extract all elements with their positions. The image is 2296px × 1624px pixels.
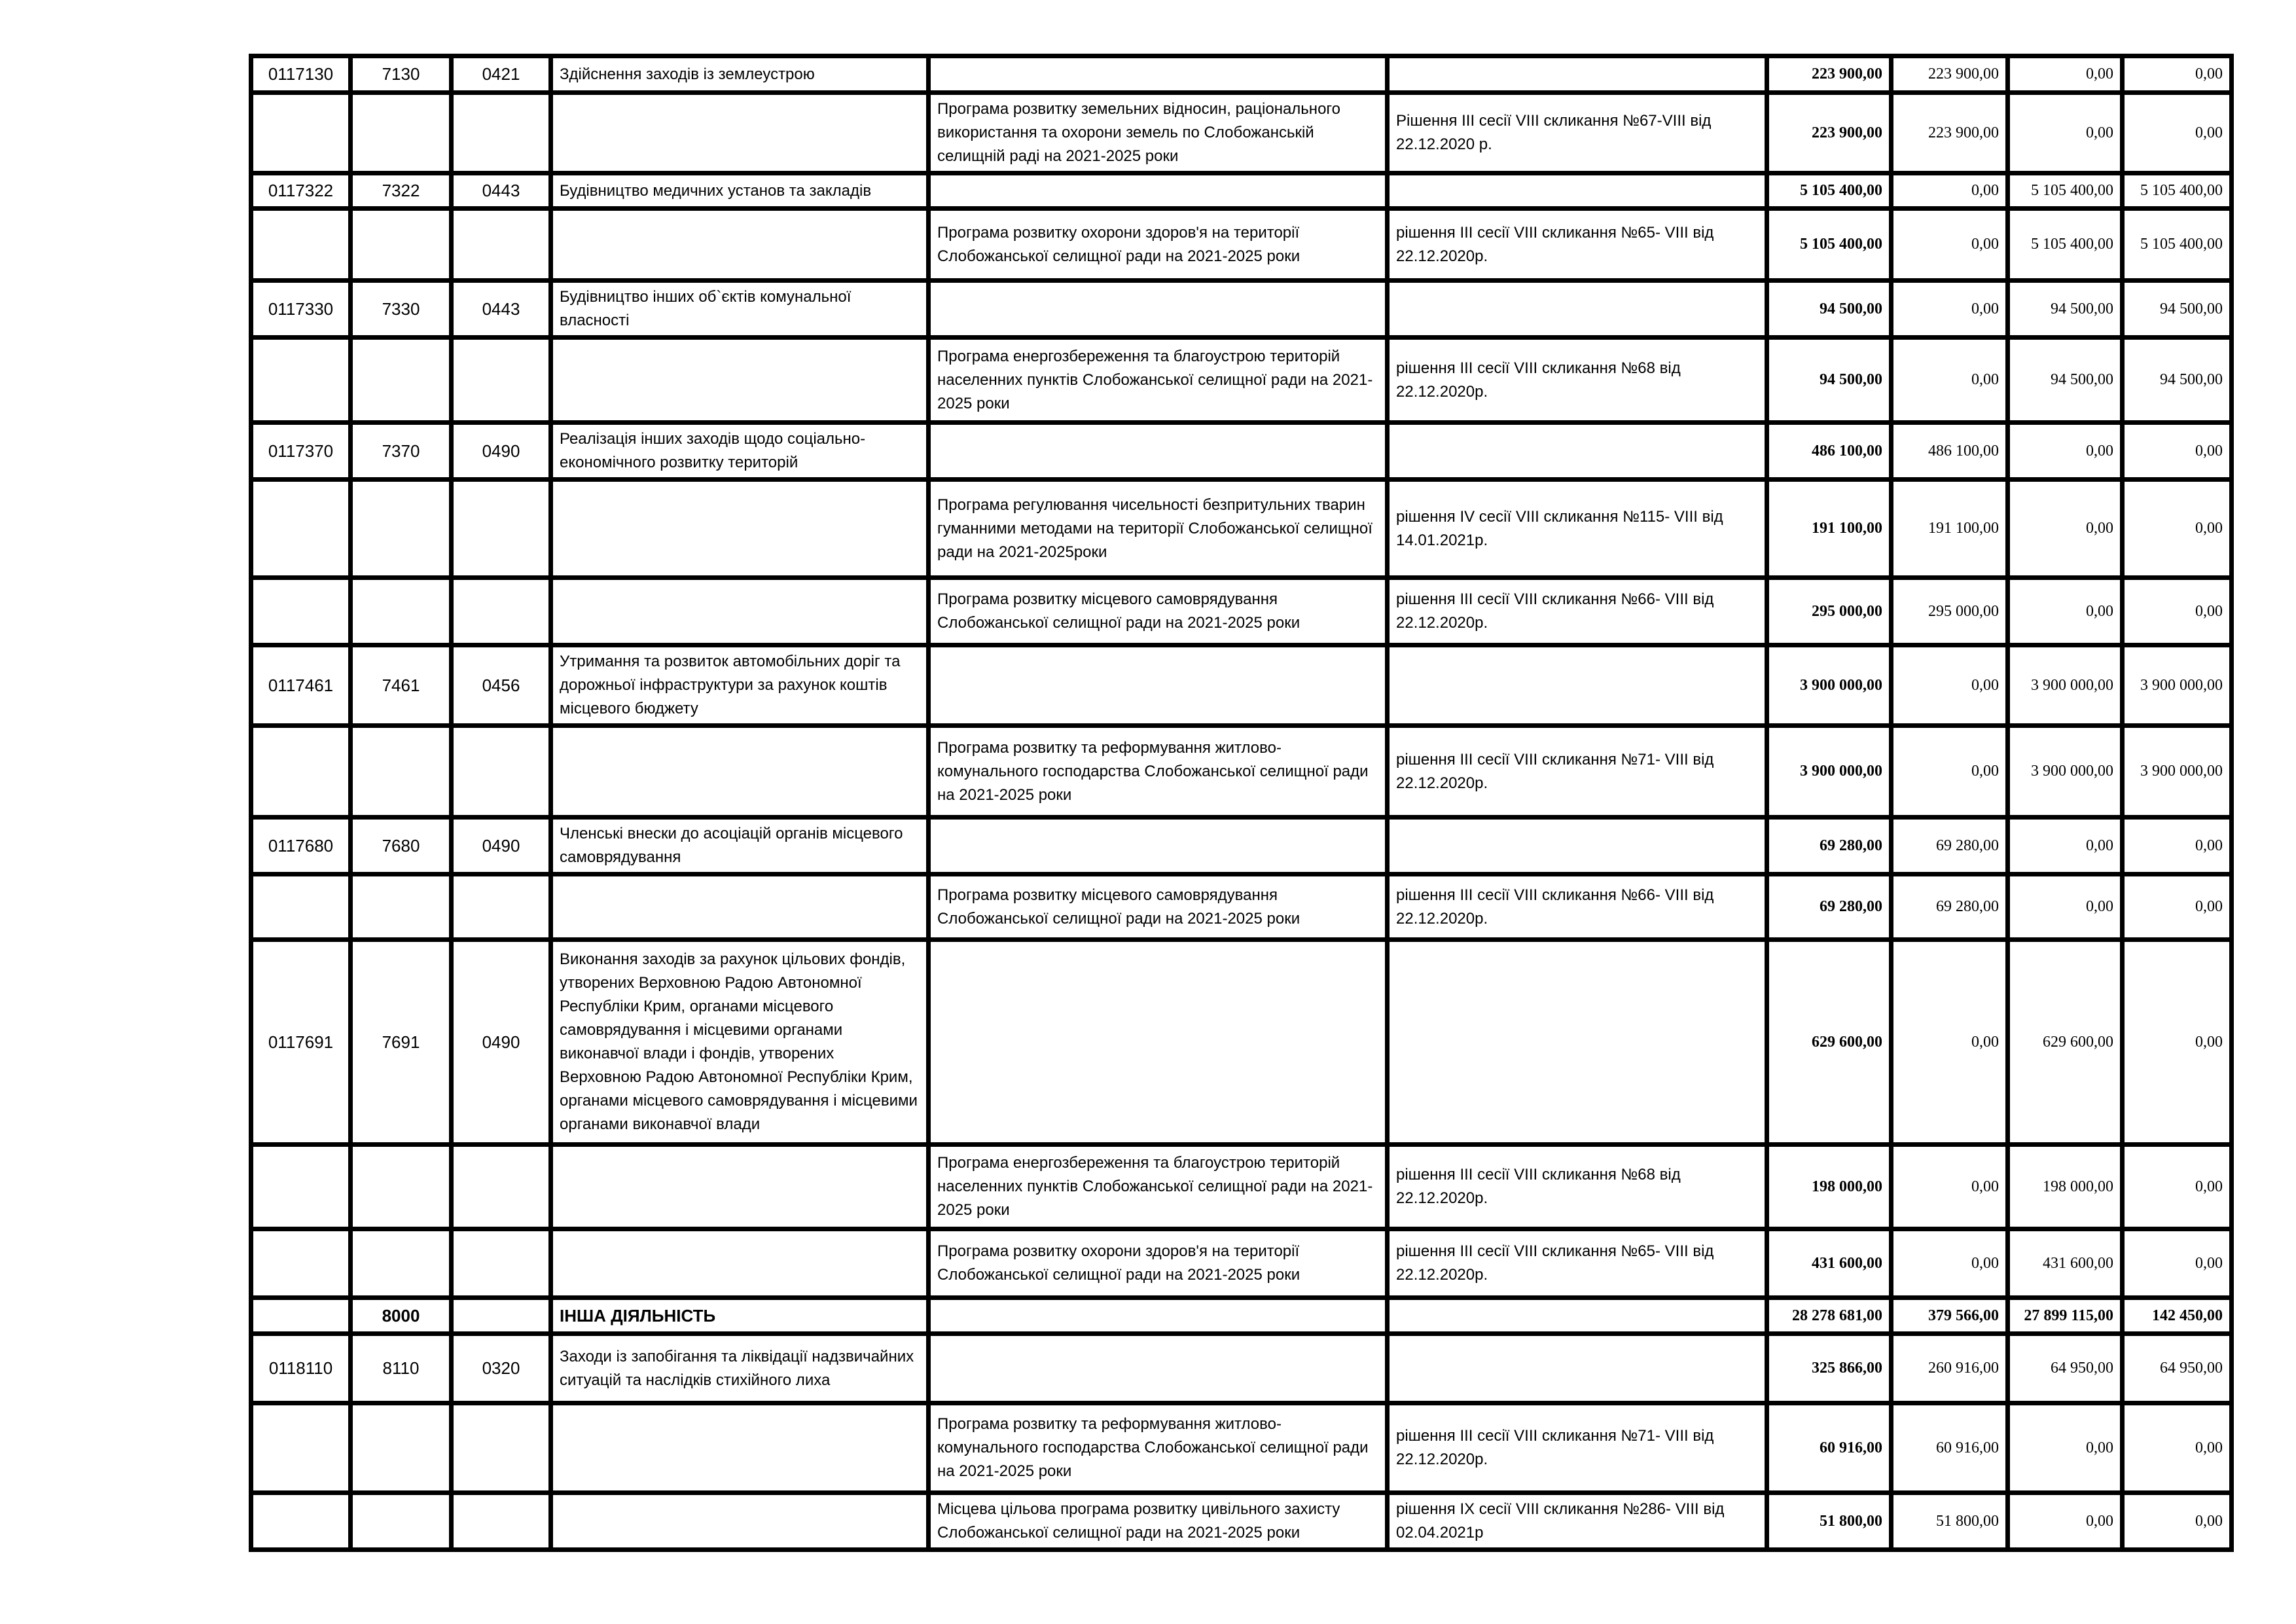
- amount-general-fund: 0,00: [1892, 1145, 2008, 1229]
- amount-special-fund: 0,00: [2008, 56, 2123, 93]
- expenditure-name: Заходи із запобігання та ліквідації надзвичайних ситуацій та наслідків стихійного лиха: [551, 1334, 929, 1403]
- tpkvkmb-code: [251, 338, 351, 423]
- decision-reference: рішення IX сесії VIII скликання №286- VIII від 02.04.2021р: [1388, 1493, 1767, 1550]
- program-name: Програма енергозбереження та благоустрою територій населенних пунктів Слобожанської селищної ради на 2021-2025 роки: [929, 1145, 1388, 1229]
- amount-development-budget: 0,00: [2123, 480, 2232, 578]
- amount-total: 3 900 000,00: [1767, 645, 1892, 726]
- program-name: Програма розвитку місцевого самоврядування Слобожанської селищної ради на 2021-2025 роки: [929, 875, 1388, 940]
- expenditure-name: [551, 338, 929, 423]
- program-name: Програма енергозбереження та благоустрою територій населенних пунктів Слобожанської селищної ради на 2021-2025 роки: [929, 338, 1388, 423]
- amount-general-fund: 0,00: [1892, 940, 2008, 1145]
- amount-total: 5 105 400,00: [1767, 209, 1892, 281]
- amount-special-fund: 0,00: [2008, 818, 2123, 875]
- amount-special-fund: 0,00: [2008, 1493, 2123, 1550]
- program-name: Програма розвитку земельних відносин, раціонального використання та охорони земель по Слобожанській селищній раді на 2021-2025 роки: [929, 93, 1388, 173]
- tpkvkmb-code: [251, 1493, 351, 1550]
- decision-reference: рішення IV сесії VIII скликання №115- VIII від 14.01.2021р.: [1388, 480, 1767, 578]
- amount-total: 94 500,00: [1767, 281, 1892, 338]
- tpkvkmb-code: [251, 875, 351, 940]
- tkvkbms-code: [351, 726, 452, 818]
- tkvkbms-code: 7322: [351, 173, 452, 209]
- amount-development-budget: 5 105 400,00: [2123, 173, 2232, 209]
- decision-reference: [1388, 940, 1767, 1145]
- decision-reference: рішення III сесії VIII скликання №66- VIII від 22.12.2020р.: [1388, 875, 1767, 940]
- tkvkbms-code: [351, 93, 452, 173]
- tpkvkmb-code: [251, 1145, 351, 1229]
- expenditure-name: Членські внески до асоціацій органів місцевого самоврядування: [551, 818, 929, 875]
- program-name: [929, 940, 1388, 1145]
- amount-general-fund: 379 566,00: [1892, 1298, 2008, 1334]
- amount-development-budget: 0,00: [2123, 875, 2232, 940]
- fkvkb-code: 0443: [452, 281, 551, 338]
- amount-special-fund: 431 600,00: [2008, 1229, 2123, 1298]
- decision-reference: [1388, 1298, 1767, 1334]
- amount-development-budget: 0,00: [2123, 578, 2232, 645]
- fkvkb-code: 0421: [452, 56, 551, 93]
- tkvkbms-code: [351, 1229, 452, 1298]
- amount-development-budget: 142 450,00: [2123, 1298, 2232, 1334]
- amount-general-fund: 223 900,00: [1892, 56, 2008, 93]
- amount-total: 295 000,00: [1767, 578, 1892, 645]
- tkvkbms-code: [351, 480, 452, 578]
- amount-special-fund: 0,00: [2008, 93, 2123, 173]
- expenditure-name: [551, 1493, 929, 1550]
- amount-special-fund: 5 105 400,00: [2008, 173, 2123, 209]
- amount-general-fund: 69 280,00: [1892, 875, 2008, 940]
- table-row: [251, 93, 2232, 173]
- program-name: Програма розвитку та реформування житлово-комунального господарства Слобожанської селищної ради на 2021-2025 роки: [929, 1403, 1388, 1493]
- amount-development-budget: 0,00: [2123, 1145, 2232, 1229]
- program-name: [929, 818, 1388, 875]
- table-row: [251, 1145, 2232, 1229]
- tpkvkmb-code: 0117461: [251, 645, 351, 726]
- program-name: Місцева цільова програма розвитку цивільного захисту Слобожанської селищної ради на 2021-2025 роки: [929, 1493, 1388, 1550]
- table-row: [251, 818, 2232, 875]
- amount-general-fund: 486 100,00: [1892, 423, 2008, 480]
- tpkvkmb-code: [251, 578, 351, 645]
- amount-special-fund: 198 000,00: [2008, 1145, 2123, 1229]
- table-row: [251, 173, 2232, 209]
- table-row: [251, 578, 2232, 645]
- amount-special-fund: 0,00: [2008, 480, 2123, 578]
- program-name: [929, 645, 1388, 726]
- amount-special-fund: 629 600,00: [2008, 940, 2123, 1145]
- amount-development-budget: 0,00: [2123, 1229, 2232, 1298]
- decision-reference: рішення III сесії VIII скликання №68 від 22.12.2020р.: [1388, 1145, 1767, 1229]
- expenditure-name: Будівництво інших об`єктів комунальної власності: [551, 281, 929, 338]
- expenditure-name: Будівництво медичних установ та закладів: [551, 173, 929, 209]
- amount-total: 486 100,00: [1767, 423, 1892, 480]
- amount-special-fund: 0,00: [2008, 423, 2123, 480]
- table-row: [251, 726, 2232, 818]
- table-row: [251, 56, 2232, 93]
- amount-development-budget: 94 500,00: [2123, 281, 2232, 338]
- expenditure-name: [551, 578, 929, 645]
- amount-total: 60 916,00: [1767, 1403, 1892, 1493]
- amount-total: 325 866,00: [1767, 1334, 1892, 1403]
- amount-development-budget: 0,00: [2123, 1403, 2232, 1493]
- tpkvkmb-code: [251, 726, 351, 818]
- tpkvkmb-code: [251, 93, 351, 173]
- expenditure-name: Здійснення заходів із землеустрою: [551, 56, 929, 93]
- tkvkbms-code: [351, 578, 452, 645]
- amount-special-fund: 5 105 400,00: [2008, 209, 2123, 281]
- decision-reference: рішення III сесії VIII скликання №65- VIII від 22.12.2020р.: [1388, 209, 1767, 281]
- tkvkbms-code: 7130: [351, 56, 452, 93]
- amount-general-fund: 0,00: [1892, 209, 2008, 281]
- amount-development-budget: 0,00: [2123, 93, 2232, 173]
- table-row: [251, 875, 2232, 940]
- tpkvkmb-code: 0117330: [251, 281, 351, 338]
- tpkvkmb-code: [251, 1403, 351, 1493]
- table-row: [251, 480, 2232, 578]
- amount-special-fund: 0,00: [2008, 1403, 2123, 1493]
- expenditure-name: [551, 726, 929, 818]
- amount-total: 3 900 000,00: [1767, 726, 1892, 818]
- decision-reference: [1388, 56, 1767, 93]
- amount-development-budget: 0,00: [2123, 56, 2232, 93]
- amount-general-fund: 0,00: [1892, 338, 2008, 423]
- fkvkb-code: 0443: [452, 173, 551, 209]
- tkvkbms-code: 7691: [351, 940, 452, 1145]
- amount-total: 431 600,00: [1767, 1229, 1892, 1298]
- tpkvkmb-code: [251, 1229, 351, 1298]
- tkvkbms-code: [351, 209, 452, 281]
- fkvkb-code: [452, 875, 551, 940]
- amount-development-budget: 3 900 000,00: [2123, 726, 2232, 818]
- amount-total: 28 278 681,00: [1767, 1298, 1892, 1334]
- decision-reference: [1388, 1334, 1767, 1403]
- program-name: Програма розвитку охорони здоров'я на території Слобожанської селищної ради на 2021-2025 роки: [929, 209, 1388, 281]
- amount-general-fund: 60 916,00: [1892, 1403, 2008, 1493]
- amount-total: 5 105 400,00: [1767, 173, 1892, 209]
- table-row: [251, 338, 2232, 423]
- tkvkbms-code: [351, 1403, 452, 1493]
- decision-reference: [1388, 423, 1767, 480]
- tkvkbms-code: [351, 1493, 452, 1550]
- fkvkb-code: 0320: [452, 1334, 551, 1403]
- amount-general-fund: 69 280,00: [1892, 818, 2008, 875]
- fkvkb-code: [452, 1493, 551, 1550]
- decision-reference: рішення III сесії VIII скликання №71- VIII від 22.12.2020р.: [1388, 1403, 1767, 1493]
- decision-reference: рішення III сесії VIII скликання №66- VIII від 22.12.2020р.: [1388, 578, 1767, 645]
- expenditure-name: ІНША ДІЯЛЬНІСТЬ: [551, 1298, 929, 1334]
- tpkvkmb-code: 0117680: [251, 818, 351, 875]
- tpkvkmb-code: 0117370: [251, 423, 351, 480]
- tkvkbms-code: [351, 1145, 452, 1229]
- tkvkbms-code: 8000: [351, 1298, 452, 1334]
- program-name: [929, 423, 1388, 480]
- tkvkbms-code: 7330: [351, 281, 452, 338]
- tpkvkmb-code: 0117322: [251, 173, 351, 209]
- fkvkb-code: [452, 480, 551, 578]
- program-name: [929, 173, 1388, 209]
- table-row: [251, 423, 2232, 480]
- table-row: [251, 1403, 2232, 1493]
- fkvkb-code: [452, 1403, 551, 1493]
- tpkvkmb-code: [251, 209, 351, 281]
- program-name: Програма розвитку та реформування житлово-комунального господарства Слобожанської селищної ради на 2021-2025 роки: [929, 726, 1388, 818]
- tpkvkmb-code: 0117691: [251, 940, 351, 1145]
- amount-general-fund: 223 900,00: [1892, 93, 2008, 173]
- fkvkb-code: [452, 1229, 551, 1298]
- fkvkb-code: 0490: [452, 940, 551, 1145]
- fkvkb-code: [452, 93, 551, 173]
- amount-total: 629 600,00: [1767, 940, 1892, 1145]
- expenditure-name: Утримання та розвиток автомобільних доріг та дорожньої інфраструктури за рахунок коштів місцевого бюджету: [551, 645, 929, 726]
- amount-general-fund: 0,00: [1892, 281, 2008, 338]
- amount-special-fund: 64 950,00: [2008, 1334, 2123, 1403]
- amount-general-fund: 260 916,00: [1892, 1334, 2008, 1403]
- table-row: [251, 281, 2232, 338]
- amount-special-fund: 3 900 000,00: [2008, 645, 2123, 726]
- expenditure-name: [551, 480, 929, 578]
- table-row: [251, 1229, 2232, 1298]
- amount-general-fund: 295 000,00: [1892, 578, 2008, 645]
- amount-development-budget: 64 950,00: [2123, 1334, 2232, 1403]
- tpkvkmb-code: 0117130: [251, 56, 351, 93]
- expenditure-name: [551, 1229, 929, 1298]
- amount-general-fund: 191 100,00: [1892, 480, 2008, 578]
- decision-reference: [1388, 281, 1767, 338]
- amount-special-fund: 94 500,00: [2008, 281, 2123, 338]
- amount-development-budget: 0,00: [2123, 1493, 2232, 1550]
- fkvkb-code: 0456: [452, 645, 551, 726]
- expenditure-name: [551, 93, 929, 173]
- amount-total: 69 280,00: [1767, 875, 1892, 940]
- amount-general-fund: 0,00: [1892, 173, 2008, 209]
- amount-total: 51 800,00: [1767, 1493, 1892, 1550]
- amount-special-fund: 27 899 115,00: [2008, 1298, 2123, 1334]
- tkvkbms-code: [351, 338, 452, 423]
- amount-special-fund: 0,00: [2008, 875, 2123, 940]
- tkvkbms-code: [351, 875, 452, 940]
- decision-reference: [1388, 173, 1767, 209]
- fkvkb-code: [452, 338, 551, 423]
- amount-development-budget: 0,00: [2123, 818, 2232, 875]
- table-row: [251, 209, 2232, 281]
- table-row-total: [251, 1298, 2232, 1334]
- tpkvkmb-code: [251, 1298, 351, 1334]
- expenditure-name: [551, 1145, 929, 1229]
- fkvkb-code: [452, 726, 551, 818]
- amount-development-budget: 3 900 000,00: [2123, 645, 2232, 726]
- budget-expenditure-table: [249, 54, 2234, 1552]
- expenditure-name: Виконання заходів за рахунок цільових фондів, утворених Верховною Радою Автономної Республіки Крим, органами місцевого самоврядування і місцевими органами виконавчої влади і фондів, утворених Верховною Радою Автономної Республіки Крим, органами місцевого самоврядування і місцевими органами виконавчої влади: [551, 940, 929, 1145]
- program-name: Програма розвитку місцевого самоврядування Слобожанської селищної ради на 2021-2025 роки: [929, 578, 1388, 645]
- amount-total: 191 100,00: [1767, 480, 1892, 578]
- fkvkb-code: [452, 1298, 551, 1334]
- fkvkb-code: [452, 578, 551, 645]
- amount-total: 223 900,00: [1767, 93, 1892, 173]
- decision-reference: Рішення III сесії VIII скликання №67-VIII від 22.12.2020 р.: [1388, 93, 1767, 173]
- fkvkb-code: [452, 1145, 551, 1229]
- decision-reference: рішення III сесії VIII скликання №68 від 22.12.2020р.: [1388, 338, 1767, 423]
- amount-general-fund: 0,00: [1892, 726, 2008, 818]
- amount-development-budget: 0,00: [2123, 423, 2232, 480]
- decision-reference: [1388, 818, 1767, 875]
- amount-total: 94 500,00: [1767, 338, 1892, 423]
- program-name: [929, 1298, 1388, 1334]
- program-name: [929, 281, 1388, 338]
- amount-development-budget: 0,00: [2123, 940, 2232, 1145]
- tkvkbms-code: 7461: [351, 645, 452, 726]
- tpkvkmb-code: [251, 480, 351, 578]
- table-row: [251, 940, 2232, 1145]
- program-name: Програма регулювання чисельності безпритульних тварин гуманними методами на території Слобожанської селищної ради на 2021-2025роки: [929, 480, 1388, 578]
- table-row: [251, 1334, 2232, 1403]
- amount-general-fund: 51 800,00: [1892, 1493, 2008, 1550]
- expenditure-name: Реалізація інших заходів щодо соціально-економічного розвитку територій: [551, 423, 929, 480]
- tkvkbms-code: 7680: [351, 818, 452, 875]
- decision-reference: рішення III сесії VIII скликання №65- VIII від 22.12.2020р.: [1388, 1229, 1767, 1298]
- tkvkbms-code: 8110: [351, 1334, 452, 1403]
- amount-special-fund: 3 900 000,00: [2008, 726, 2123, 818]
- program-name: Програма розвитку охорони здоров'я на території Слобожанської селищної ради на 2021-2025 роки: [929, 1229, 1388, 1298]
- amount-development-budget: 5 105 400,00: [2123, 209, 2232, 281]
- amount-total: 223 900,00: [1767, 56, 1892, 93]
- tkvkbms-code: 7370: [351, 423, 452, 480]
- amount-development-budget: 94 500,00: [2123, 338, 2232, 423]
- fkvkb-code: [452, 209, 551, 281]
- amount-special-fund: 94 500,00: [2008, 338, 2123, 423]
- table-row: [251, 645, 2232, 726]
- expenditure-name: [551, 875, 929, 940]
- amount-total: 198 000,00: [1767, 1145, 1892, 1229]
- program-name: [929, 1334, 1388, 1403]
- program-name: [929, 56, 1388, 93]
- expenditure-name: [551, 209, 929, 281]
- fkvkb-code: 0490: [452, 423, 551, 480]
- amount-total: 69 280,00: [1767, 818, 1892, 875]
- fkvkb-code: 0490: [452, 818, 551, 875]
- expenditure-name: [551, 1403, 929, 1493]
- table-row: [251, 1493, 2232, 1550]
- decision-reference: [1388, 645, 1767, 726]
- amount-general-fund: 0,00: [1892, 1229, 2008, 1298]
- decision-reference: рішення III сесії VIII скликання №71- VIII від 22.12.2020р.: [1388, 726, 1767, 818]
- amount-general-fund: 0,00: [1892, 645, 2008, 726]
- amount-special-fund: 0,00: [2008, 578, 2123, 645]
- tpkvkmb-code: 0118110: [251, 1334, 351, 1403]
